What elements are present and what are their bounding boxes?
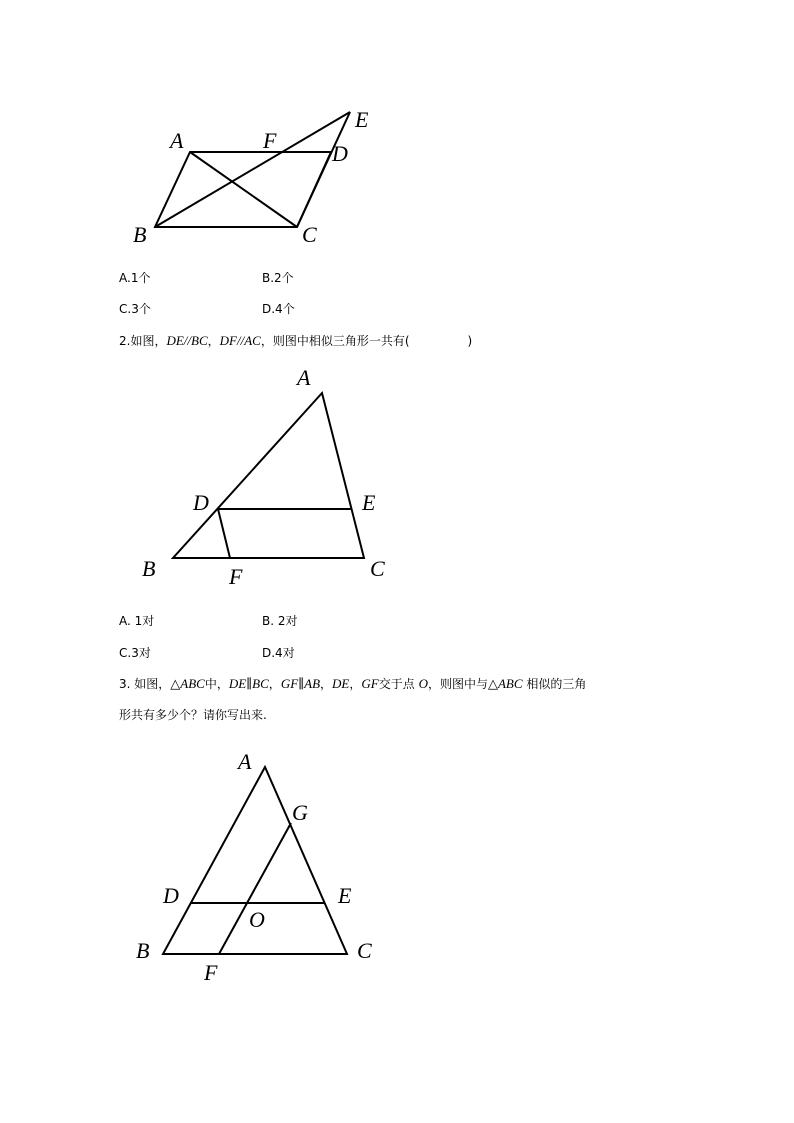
q3-condition-gf-ab: GF∥AB — [280, 676, 321, 691]
label-B: B — [133, 222, 147, 247]
figure-1-parallelogram — [0, 0, 794, 260]
q2-condition-df-ac: DF//AC — [219, 333, 261, 348]
label-C: C — [357, 938, 372, 963]
label-G: G — [292, 800, 308, 825]
q3-mid: 中， — [204, 677, 229, 691]
label-E: E — [362, 490, 376, 515]
q1-option-d: D.4个 — [262, 302, 295, 316]
q3-triangle-abc: △ABC — [170, 676, 205, 691]
q3-text-2: ，则图中与 — [427, 677, 488, 691]
q2-separator: ， — [207, 334, 220, 348]
q2-option-d: D.4对 — [262, 646, 295, 660]
label-A: A — [297, 365, 311, 390]
segment-df — [218, 509, 230, 558]
q3-sep-3: ， — [349, 677, 362, 691]
label-D: D — [332, 141, 348, 166]
label-E: E — [355, 107, 369, 132]
label-C: C — [302, 222, 317, 247]
question-3-line-1 — [119, 677, 586, 691]
triangle-abc — [173, 393, 364, 558]
label-A: A — [170, 128, 184, 153]
q2-prefix: 2.如图， — [119, 334, 167, 348]
q1-option-b: B.2个 — [262, 271, 294, 285]
diagonal-ac — [190, 152, 297, 227]
q2-option-a: A. 1对 — [119, 614, 155, 628]
label-D: D — [163, 883, 179, 908]
q3-sep-2: ， — [320, 677, 333, 691]
q3-segment-de: DE — [332, 676, 350, 691]
q3-text-1: 交于点 — [378, 677, 419, 691]
segment-be — [155, 112, 350, 227]
q3-condition-de-bc: DE∥BC — [228, 676, 269, 691]
q3-text-3: 相似的三角 — [522, 677, 587, 691]
q3-segment-gf: GF — [361, 676, 379, 691]
segment-gf — [219, 823, 291, 954]
label-E: E — [338, 883, 352, 908]
q2-condition-de-bc: DE//BC — [166, 333, 208, 348]
q3-point-o: O — [418, 676, 428, 691]
question-2 — [119, 334, 472, 348]
q3-prefix: 3. 如图， — [119, 677, 171, 691]
label-F: F — [263, 128, 277, 153]
q2-suffix: ，则图中相似三角形一共有( — [260, 334, 410, 348]
label-B: B — [136, 938, 150, 963]
label-D: D — [193, 490, 209, 515]
q1-option-c: C.3个 — [119, 302, 151, 316]
q1-option-a: A.1个 — [119, 271, 151, 285]
label-O: O — [249, 907, 265, 932]
figure-3-triangle — [0, 740, 794, 1000]
q2-option-c: C.3对 — [119, 646, 151, 660]
label-B: B — [142, 556, 156, 581]
label-F: F — [204, 960, 218, 985]
q2-close-paren: ) — [467, 334, 473, 348]
segment-ce — [297, 112, 350, 227]
question-3-line-2: 形共有多少个？请你写出来. — [119, 708, 267, 722]
label-F: F — [229, 564, 243, 589]
q2-option-b: B. 2对 — [262, 614, 298, 628]
label-A: A — [238, 749, 252, 774]
figure-2-triangle — [0, 360, 794, 600]
label-C: C — [370, 556, 385, 581]
q3-sep-1: ， — [268, 677, 281, 691]
q3-triangle-abc-2: △ABC — [487, 676, 523, 691]
